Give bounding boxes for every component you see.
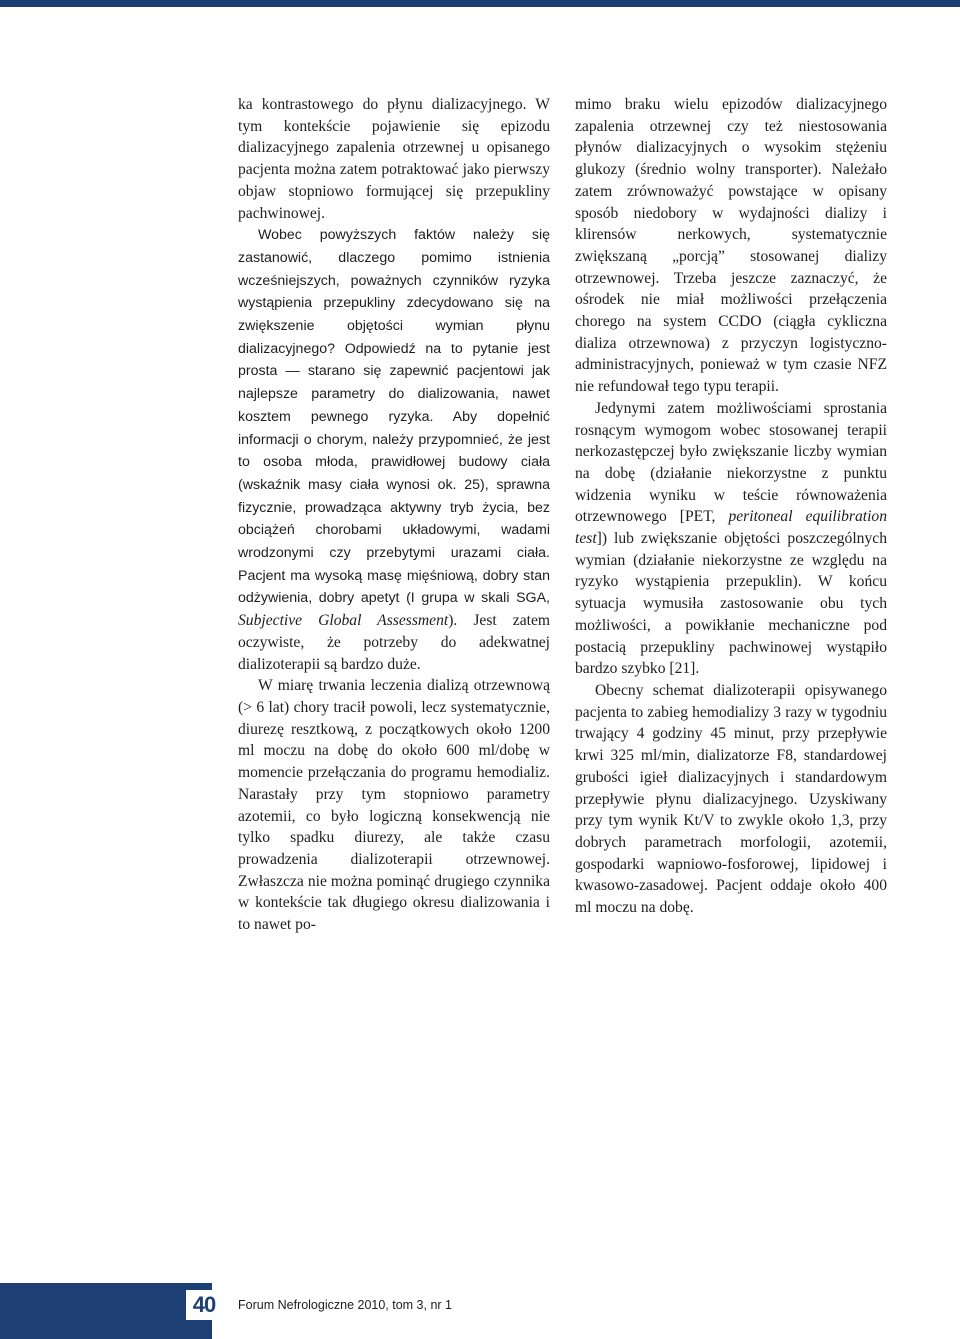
top-color-band — [0, 0, 960, 7]
right-paragraph-2-text-a: Jedynymi zatem możliwościami sprostania rosnącym wymogom wobec stosowanej terapii nerkozastępczej było zwiększanie liczby wymian na dobę (działanie niekorzystne z punktu widzenia wyniku w teście równoważenia otrzewnowego [PET, — [575, 399, 887, 526]
page-number: 40 — [186, 1290, 222, 1320]
left-paragraph-2-italic: Subjective Global Assessment — [238, 612, 449, 630]
journal-citation: Forum Nefrologiczne 2010, tom 3, nr 1 — [238, 1298, 452, 1312]
left-paragraph-1: ka kontrastowego do płynu dializacyjnego. W tym kontekście pojawienie się epizodu dializacyjnego zapalenia otrzewnej u opisanego pacjenta można zatem potraktować jako pierwszy objaw stopniowo formującej się przepukliny pachwinowej. — [238, 96, 550, 222]
right-text-column — [575, 94, 887, 919]
right-paragraph-2-text-b: ]) lub zwiększanie objętości poszczególnych wymian (działanie niekorzystne ze względu na ryzyko wystąpienia przepuklin). W końcu sytuacja wymusiła zastosowanie obu tych możliwości, a powikłanie mechaniczne pod postacią przepukliny pachwinowej wystąpiło bardzo szybko [21]. — [575, 530, 887, 678]
footer-color-block — [0, 1283, 212, 1339]
left-text-column — [238, 94, 550, 936]
left-paragraph-3: W miarę trwania leczenia dializą otrzewnową (> 6 lat) chory tracił powoli, lecz systematycznie, diurezę resztkową, z początkowych około 1200 ml moczu na dobę do około 600 ml/dobę w momencie przełączania do programu hemodializ. Narastały przy tym stopniowo parametry azotemii, co było logiczną konsekwencją nie tylko spadku diurezy, ale także czasu prowadzenia dializoterapii otrzewnowej. Zwłaszcza nie można pominąć drugiego czynnika w kontekście tak długiego okresu dializowania i to nawet po- — [238, 677, 550, 934]
left-paragraph-2-text-b: ). Jest zatem oczywiste, że potrzeby do adekwatnej dializoterapii są bardzo duże. — [238, 612, 550, 673]
right-paragraph-1: mimo braku wielu epizodów dializacyjnego zapalenia otrzewnej czy też niestosowania płynów dializacyjnych o wysokim stężeniu glukozy (średnio wolny transporter). Należało zatem zrównoważyć powstające w opisany sposób niedobory w wydajności dializy i klirensów nerkowych, systematycznie zwiększaną „porcją” stosowanej dializy otrzewnowej. Trzeba jeszcze zaznaczyć, że ośrodek nie miał możliwości przełączenia chorego na system CCDO (ciągła cykliczna dializa otrzewnowa) z przyczyn logistyczno-administracyjnych, ponieważ w tym czasie NFZ nie refundował tego typu terapii. — [575, 96, 887, 396]
left-paragraph-2-text-a: Wobec powyższych faktów należy się zastanowić, dlaczego pomimo istnienia wcześniejszych, poważnych czynników ryzyka wystąpienia przepukliny zdecydowano się na zwiększenie objętości wymian płynu dializacyjnego? Odpowiedź na to pytanie jest prosta — starano się zapewnić pacjentowi jak najlepsze parametry do dializowania, nawet kosztem pewnego ryzyka. Aby dopełnić informacji o chorym, należy przypomnieć, że jest to osoba młoda, prawidłowej budowy ciała (wskaźnik masy ciała wynosi ok. 25), sprawna fizycznie, prowadząca aktywny tryb życia, bez obciążeń chorobami układowymi, wadami wrodzonymi czy przebytymi urazami ciała. Pacjent ma wysoką masę mięśniową, dobry stan odżywienia, dobry apetyt (I grupa w skali SGA, — [238, 227, 550, 607]
right-paragraph-2-italic: peritoneal equilibration test — [575, 508, 888, 548]
right-paragraph-2 — [575, 398, 887, 680]
left-paragraph-2 — [238, 224, 550, 675]
right-paragraph-3: Obecny schemat dializoterapii opisywanego pacjenta to zabieg hemodializy 3 razy w tygodniu trwający 4 godziny 45 minut, przy przepływie krwi 325 ml/min, dializatorze F8, standardowej grubości igieł dializacyjnych i standardowym przepływie płynu dializacyjnego. Uzyskiwany przy tym wynik Kt/V to zwykle około 1,3, przy dobrych parametrach morfologii, azotemii, gospodarki wapniowo-fosforowej, lipidowej i kwasowo-zasadowej. Pacjent oddaje około 400 ml moczu na dobę. — [575, 681, 887, 917]
